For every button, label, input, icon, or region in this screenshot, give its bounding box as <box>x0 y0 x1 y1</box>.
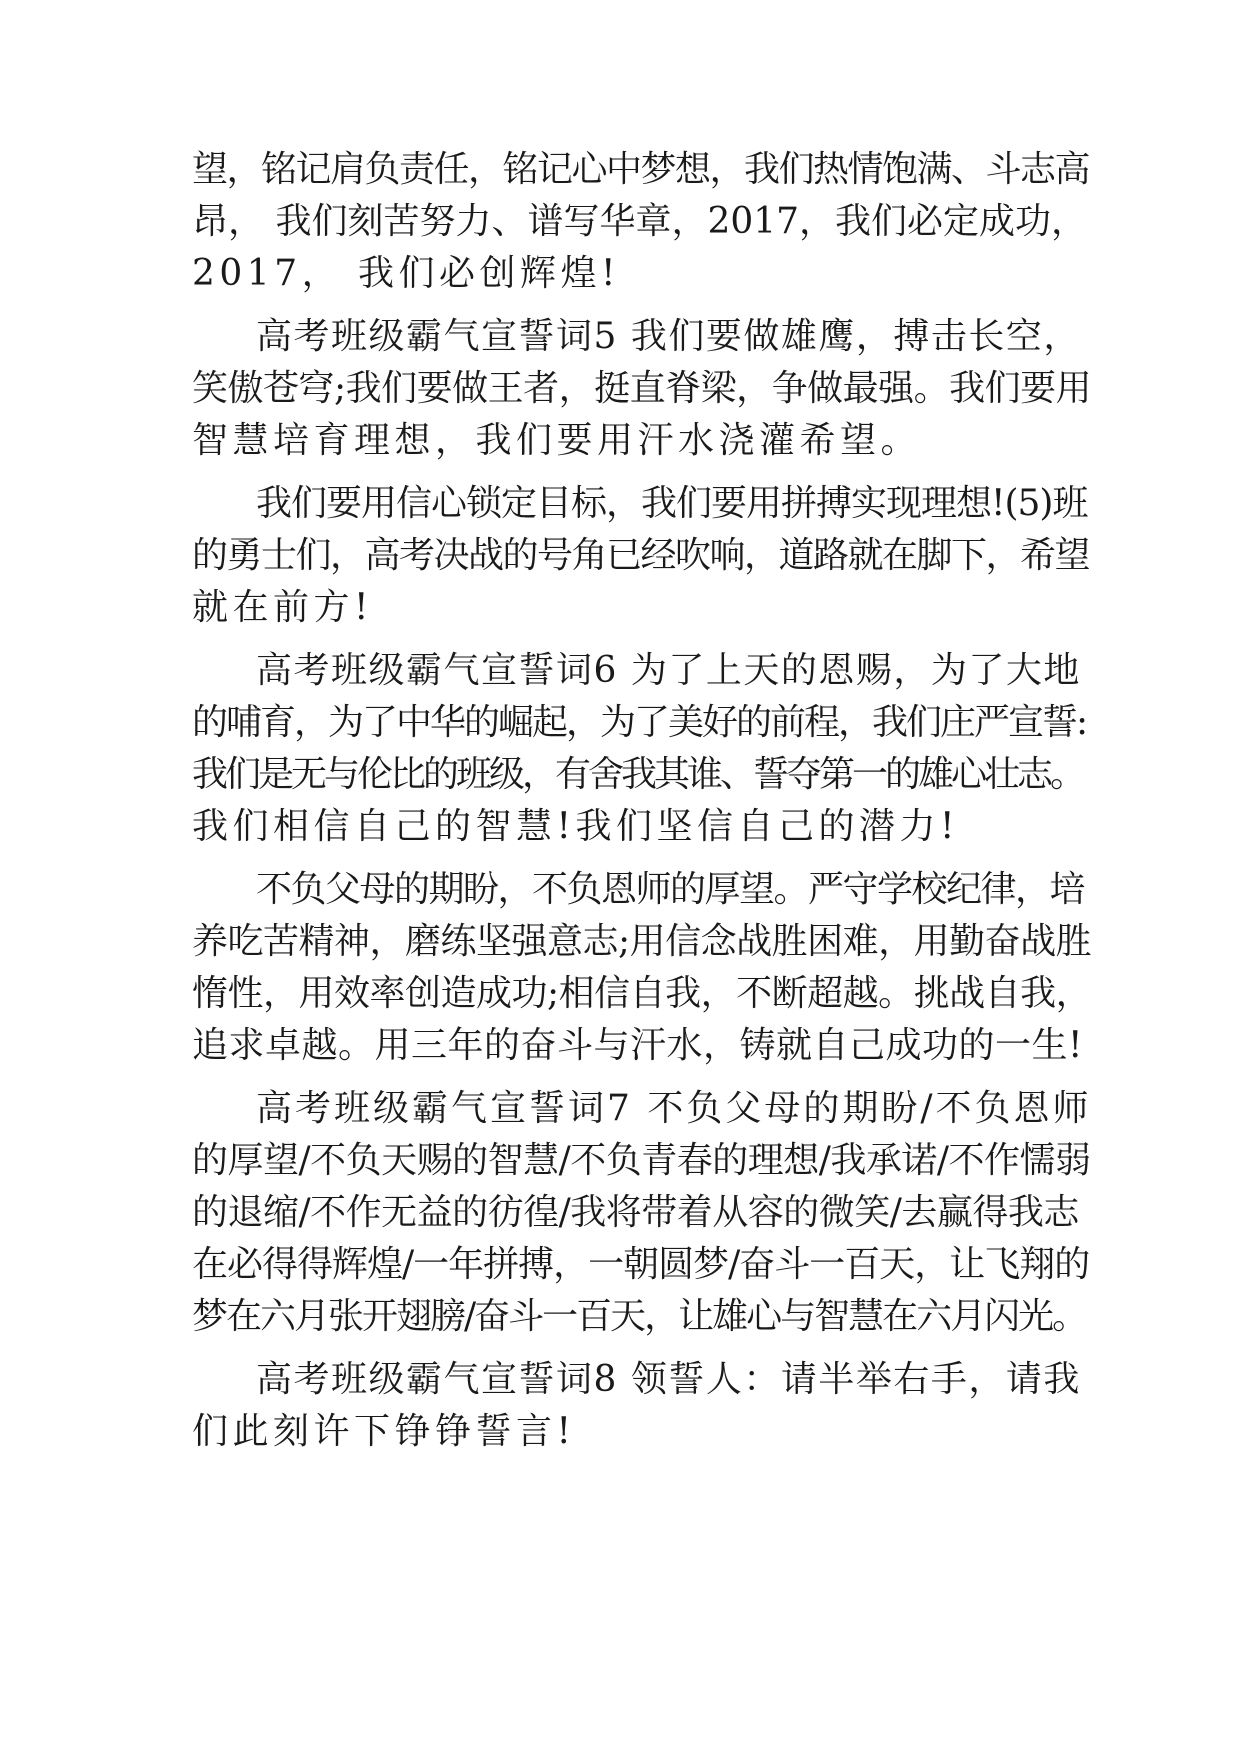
paragraph-heading-line: 高考班级霸气宣誓词6 为了上天的恩赐，为了大地 <box>256 650 1081 691</box>
text-line: 我们相信自己的智慧!我们坚信自己的潜力! <box>192 806 959 847</box>
paragraph-heading-line: 高考班级霸气宣誓词8 领誓人：请半举右手，请我 <box>256 1359 1081 1400</box>
text-line: 智慧培育理想，我们要用汗水浇灌希望。 <box>192 420 922 461</box>
text-line: 笑傲苍穹;我们要做王者，挺直脊梁，争做最强。我们要用 <box>192 368 1092 409</box>
text-line: 在必得得辉煌/一年拼搏，一朝圆梦/奋斗一百天，让飞翔的 <box>192 1244 1090 1285</box>
text-line: 我们是无与伦比的班级，有舍我其谁、誓夺第一的雄心壮志。 <box>192 754 1084 795</box>
text-line: 追求卓越。用三年的奋斗与汗水，铸就自己成功的一生! <box>192 1025 1083 1066</box>
text-line: 就在前方! <box>192 587 373 628</box>
text-line: 养吃苦精神，磨练坚强意志;用信念战胜困难，用勤奋战胜 <box>192 921 1092 962</box>
text-line: 梦在六月张开翅膀/奋斗一百天，让雄心与智慧在六月闪光。 <box>192 1296 1087 1337</box>
text-line: 惰性，用效率创造成功;相信自我，不断超越。挑战自我， <box>192 973 1092 1014</box>
text-line: 的勇士们，高考决战的号角已经吹响，道路就在脚下，希望 <box>192 535 1090 576</box>
paragraph-first-line: 不负父母的期盼，不负恩师的厚望。严守学校纪律，培 <box>256 869 1085 910</box>
text-line: 的退缩/不作无益的彷徨/我将带着从容的微笑/去赢得我志 <box>192 1192 1079 1233</box>
paragraph-first-line: 我们要用信心锁定目标，我们要用拼搏实现理想!(5)班 <box>256 483 1088 524</box>
paragraph-heading-line: 高考班级霸气宣誓词7 不负父母的期盼/不负恩师 <box>256 1088 1092 1129</box>
text-line: 2017， 我们必创辉煌! <box>192 253 621 294</box>
paragraph-heading-line: 高考班级霸气宣誓词5 我们要做雄鹰，搏击长空， <box>256 316 1081 357</box>
text-line: 昂， 我们刻苦努力、谱写华章，2017，我们必定成功， <box>192 201 1088 242</box>
text-line: 望，铭记肩负责任，铭记心中梦想，我们热情饱满、斗志高 <box>192 149 1090 190</box>
text-line: 们此刻许下铮铮誓言! <box>192 1411 576 1452</box>
text-line: 的哺育，为了中华的崛起，为了美好的前程，我们庄严宣誓: <box>192 702 1087 743</box>
text-line: 的厚望/不负天赐的智慧/不负青春的理想/我承诺/不作懦弱 <box>192 1140 1091 1181</box>
